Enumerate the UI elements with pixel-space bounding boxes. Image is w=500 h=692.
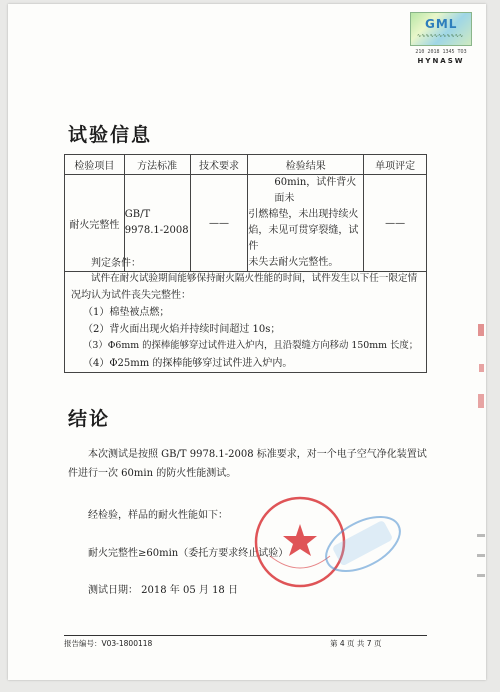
document-page bbox=[8, 4, 486, 680]
page-edge-marks-icon bbox=[474, 304, 486, 604]
criteria-box bbox=[64, 251, 427, 373]
conclusion-line-3: 经检验，样品的耐火性能如下： bbox=[88, 510, 228, 521]
result-line-4: 未失去耐火完整性。 bbox=[248, 257, 339, 268]
footer-divider bbox=[64, 635, 427, 636]
conclusion-line-2: 件进行一次 60min 的防火性能测试。 bbox=[68, 468, 237, 479]
conclusion-line-4: 耐火完整性≥60min（委托方要求终止试验） bbox=[88, 548, 289, 559]
method-line-2: 9978.1-2008 bbox=[124, 225, 189, 236]
section-title-test-info: 试验信息 bbox=[68, 124, 153, 146]
page-number: 第 4 页 共 7 页 bbox=[330, 639, 382, 648]
header-assessment: 单项评定 bbox=[364, 155, 427, 175]
conclusion-line-1: 本次测试是按照 GB/T 9978.1-2008 标准要求，对一个电子空气净化装置试 bbox=[88, 449, 427, 460]
header-requirement: 技术要求 bbox=[190, 155, 248, 175]
criteria-title: 判定条件： bbox=[91, 258, 141, 269]
badge-brand: HYNASW bbox=[417, 57, 465, 65]
header-item: 检验项目 bbox=[65, 155, 125, 175]
badge-code: 210 2018 1345 TO3 bbox=[415, 49, 467, 55]
criteria-item-2: （2）背火面出现火焰并持续时间超过 10s； bbox=[83, 324, 281, 335]
criteria-item-4: （4）Φ25mm 的探棒能够穿过试件进入炉内。 bbox=[83, 358, 293, 369]
gml-watermark-icon bbox=[318, 504, 408, 584]
cell-requirement: —— bbox=[190, 175, 248, 272]
certification-badge bbox=[410, 12, 472, 72]
cell-item: 耐火完整性 bbox=[65, 175, 125, 272]
badge-logo: GML bbox=[425, 17, 458, 31]
report-number: 报告编号：V03-1800118 bbox=[64, 639, 153, 648]
header-result: 检验结果 bbox=[248, 155, 364, 175]
cell-assessment: —— bbox=[364, 175, 427, 272]
result-line-3: 焰，未见可贯穿裂缝，试件 bbox=[248, 225, 359, 252]
table-header-row bbox=[65, 155, 427, 175]
criteria-item-1: （1）棉垫被点燃； bbox=[83, 307, 170, 318]
method-line-1: GB/T bbox=[124, 209, 151, 220]
result-line-2: 引燃棉垫，未出现持续火 bbox=[248, 209, 359, 220]
header-method: 方法标准 bbox=[124, 155, 190, 175]
criteria-intro-1: 试件在耐火试验期间能够保持耐火隔火性能的时间，试件发生以下任一限定情 bbox=[91, 273, 418, 284]
hologram-label bbox=[410, 12, 472, 46]
section-title-conclusion: 结论 bbox=[68, 408, 111, 430]
badge-wave-icon: ∿∿∿∿∿∿∿∿∿∿∿ bbox=[417, 33, 464, 39]
result-line-1: 60min，试件背火面未 bbox=[274, 177, 357, 204]
test-date: 测试日期： 2018 年 05 月 18 日 bbox=[88, 585, 238, 596]
criteria-intro-2: 况均认为试件丧失完整性： bbox=[71, 290, 191, 301]
criteria-item-3: （3）Φ6mm 的探棒能够穿过试件进入炉内，且沿裂缝方向移动 150mm 长度； bbox=[83, 340, 419, 351]
